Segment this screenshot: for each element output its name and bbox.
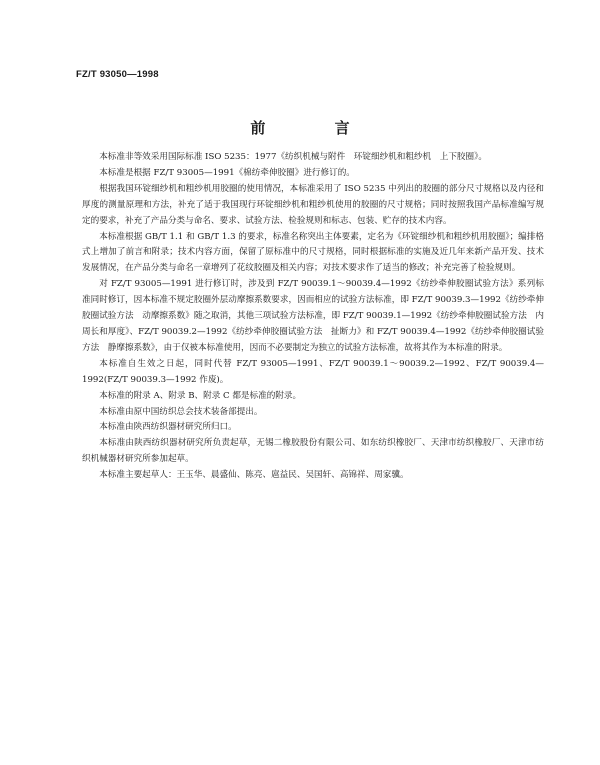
standard-code: FZ/T 93050—1998	[76, 69, 159, 80]
paragraph-9: 本标准由陕西纺织器材研究所归口。	[99, 422, 237, 433]
paragraph-7: 本标准的附录 A、附录 B、附录 C 都是标准的附录。	[99, 390, 302, 401]
paragraph-4: 本标准根据 GB/T 1.1 和 GB/T 1.3 的要求，标准名称突出主体要素，定名为《环锭细纱机和粗纱机用胶圈》；编排格式上增加了前言和附录；技术内容方面，保留了原标准中的尺寸规格，同时根据标准的实施及近几年来新产品开发、技术发展情况，在产品分类与命名一章增列了花纹胶圈及相关内容；对技术要求作了适当的修改；补充完善了检验规则。	[82, 231, 544, 274]
paragraph-2: 本标准是根据 FZ/T 93005—1991《棉纺牵伸胶圈》进行修订的。	[99, 167, 355, 178]
paragraph-8: 本标准由原中国纺织总会技术装备部提出。	[99, 406, 263, 417]
paragraph-5: 对 FZ/T 93005—1991 进行修订时，涉及到 FZ/T 90039.1～90039.4—1992《纺纱牵伸胶圈试验方法》系列标准同时修订，因本标准不规定胶圈外层动摩擦系数要求，因而相应的试验方法标准，即 FZ/T 90039.3—1992《纺纱牵伸胶圈试验方法 动摩擦系数》随之取消，其他三项试验方法标准，即 FZ/T 90039.1—1992《纺纱牵伸胶圈试验方法 内周长和厚度》、FZ/T 90039.2—1992《纺纱牵伸胶圈试验方法 扯断力》和 FZ/T 90039.4—1992《纺纱牵伸胶圈试验方法 静摩擦系数》，由于仅被本标准使用，因而不必要制定为独立的试验方法标准，故将其作为本标准的附录。	[82, 279, 544, 353]
paragraph-1: 本标准非等效采用国际标准 ISO 5235：1977《纺织机械与附件 环锭细纱机和粗纱机 上下胶圈》。	[99, 152, 487, 162]
paragraph-3: 根据我国环锭细纱机和粗纱机用胶圈的使用情况，本标准采用了 ISO 5235 中列出的胶圈的部分尺寸规格以及内径和厚度的测量原理和方法，补充了适于我国现行环锭细纱机和粗纱机使用的胶圈的尺寸规格；同时按照我国产品标准编写规定的要求，补充了产品分类与命名、要求、试验方法、检验规则和标志、包装、贮存的技术内容。	[82, 183, 544, 226]
page-title: 前 言	[250, 119, 382, 137]
paragraph-6: 本标准自生效之日起，同时代替 FZ/T 93005—1991、FZ/T 90039.1～90039.2—1992、FZ/T 90039.4—1992(FZ/T 90039.3—1992 作废)。	[82, 358, 544, 385]
paragraph-11: 本标准主要起草人：王玉华、晨盛仙、陈亮、扈益民、吴国轩、高锦祥、周家骥。	[99, 470, 409, 481]
paragraph-10: 本标准由陕西纺织器材研究所负责起草，无锡二橡胶股份有限公司、如东纺织橡胶厂、天津市纺织橡胶厂、天津市纺织机械器材研究所参加起草。	[82, 438, 544, 465]
foreword-body	[82, 150, 544, 484]
